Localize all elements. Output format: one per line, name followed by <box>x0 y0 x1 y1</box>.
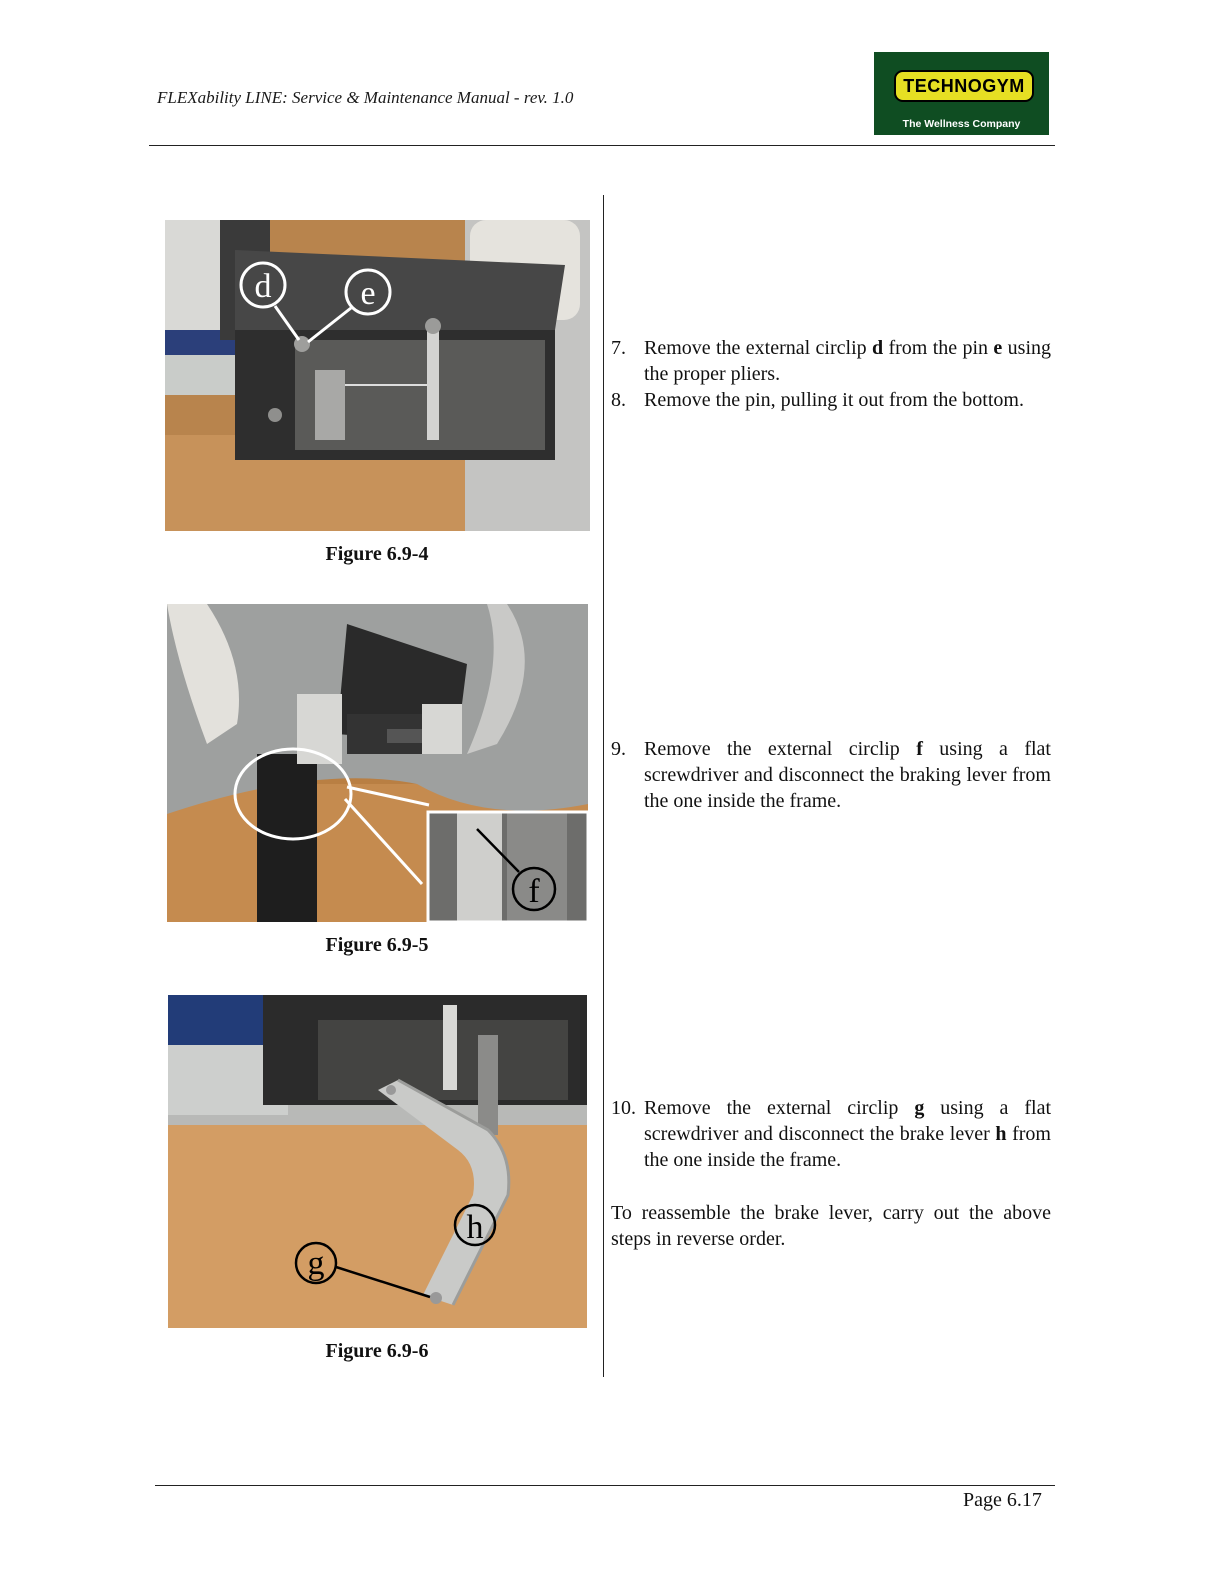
step-7 <box>611 335 1051 387</box>
step-text: Remove the external circlip f using a flat screwdriver and disconnect the braking lever from the one inside the frame. <box>644 738 1051 812</box>
part-label-h: h <box>995 1123 1007 1145</box>
part-label-d: d <box>872 337 884 359</box>
step-number: 10. <box>611 1097 636 1119</box>
footer-rule <box>155 1485 1055 1486</box>
step-text: Remove the external circlip d from the pin e using the proper pliers. <box>644 337 1052 385</box>
logo-wordmark: TECHNOGYM <box>894 70 1034 102</box>
callout-f: f <box>528 873 540 910</box>
step-number: 9. <box>611 738 626 760</box>
step-9 <box>611 736 1051 814</box>
step-number: 8. <box>611 389 626 411</box>
column-divider <box>603 195 604 1377</box>
figure-caption: Figure 6.9-4 <box>325 543 429 565</box>
step-10 <box>611 1095 1051 1173</box>
step-number: 7. <box>611 337 626 359</box>
logo-tagline: The Wellness Company <box>902 118 1021 130</box>
page-number: Page 6.17 <box>963 1489 1042 1511</box>
part-label-e: e <box>993 337 1003 359</box>
document-header-title: FLEXability LINE: Service & Maintenance Manual - rev. 1.0 <box>157 88 574 107</box>
reassembly-note: To reassemble the brake lever, carry out the above steps in reverse order. <box>611 1202 1051 1250</box>
figure-6-9-4-photo <box>165 220 590 531</box>
callout-d: d <box>254 268 272 305</box>
technogym-logo <box>874 52 1049 135</box>
step-text: Remove the pin, pulling it out from the bottom. <box>644 389 1024 411</box>
step-8 <box>611 387 1051 413</box>
figure-6-9-6-photo <box>168 995 587 1328</box>
callout-g: g <box>307 1245 325 1282</box>
figure-caption: Figure 6.9-5 <box>325 934 429 956</box>
part-label-f: f <box>916 738 923 760</box>
callout-e: e <box>360 275 376 312</box>
step-text: Remove the external circlip g using a flat screwdriver and disconnect the brake lever h from the one inside the frame. <box>644 1097 1052 1171</box>
figure-caption: Figure 6.9-6 <box>325 1340 429 1362</box>
part-label-g: g <box>914 1097 925 1119</box>
header-rule <box>149 145 1055 146</box>
figure-6-9-5-photo <box>167 604 588 922</box>
callout-h: h <box>466 1209 484 1246</box>
